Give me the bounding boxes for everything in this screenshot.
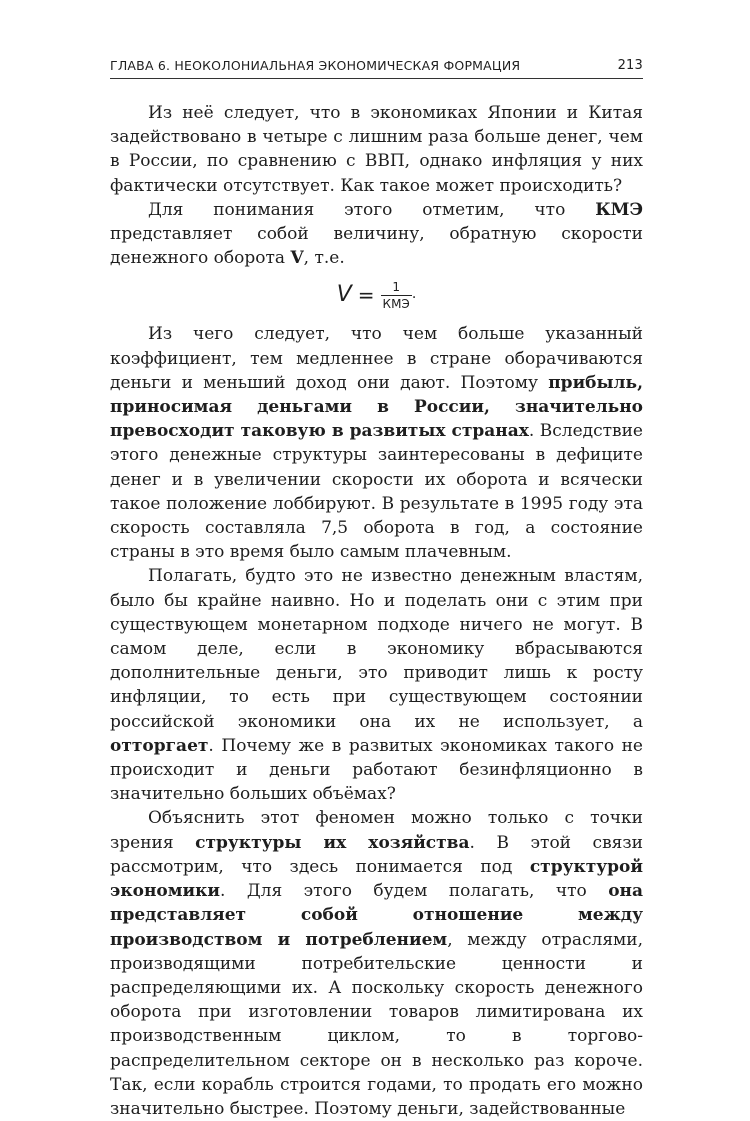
- formula-denominator: КМЭ: [382, 296, 410, 311]
- paragraph-5-text-b: . В этой связи рассмотрим, что здесь понимается под: [110, 832, 643, 877]
- formula-numerator: 1: [392, 279, 400, 294]
- chapter-title: ГЛАВА 6. НЕОКОЛОНИАЛЬНАЯ ЭКОНОМИЧЕСКАЯ ФОРМАЦИЯ: [110, 58, 521, 73]
- paragraph-1: [110, 101, 643, 198]
- paragraph-2: [110, 198, 643, 271]
- running-header: [110, 58, 643, 79]
- term-kme: КМЭ: [595, 199, 643, 220]
- paragraph-3-emphasis: прибыль, приносимая деньгами в России, значительно превосходит таковую в развитых странах: [110, 372, 643, 442]
- paragraph-2-text-b: представляет собой величину, обратную скорости денежного оборота: [110, 224, 643, 269]
- paragraph-1-text: Из неё следует, что в экономиках Японии и Китая задействовано в четыре с лишним раза больше денег, чем в России, по сравнению с ВВП, однако инфляция у них фактически отсутствует. Как такое может происходить?: [110, 103, 643, 196]
- paragraph-5-emphasis-2: структурой экономики: [110, 856, 643, 902]
- book-page: [110, 58, 643, 1121]
- paragraph-5: [110, 806, 643, 1121]
- formula-lhs: V: [336, 282, 352, 308]
- paragraph-3-text-a: Из чего следует, что чем больше указанный коэффициент, тем медленнее в стране оборачиваются деньги и меньший доход они дают. Поэтому: [110, 324, 643, 393]
- paragraph-4: [110, 564, 643, 806]
- paragraph-3-text-b: . Вследствие этого денежные структуры заинтересованы в дефиците денег и в увеличении скорости их оборота и всячески такое положение лоббируют. В результате в 1995 году эта скорость составляла 7,5 оборота в год, а состояние страны в это время было самым плачевным.: [110, 421, 643, 563]
- paragraph-5-emphasis-3: она представляет собой отношение между производством и потреблением: [110, 881, 643, 950]
- formula-v-equals-one-over-kme: [110, 270, 643, 320]
- paragraph-2-text-a: Для понимания этого отметим, что: [148, 199, 596, 220]
- paragraph-5-text-a: Объяснить этот феномен можно только с точки зрения: [110, 808, 643, 853]
- paragraph-3: [110, 322, 643, 564]
- term-v: V: [290, 248, 304, 269]
- fraction-bar: [381, 295, 412, 296]
- paragraph-4-text-a: Полагать, будто это не известно денежным властям, было бы крайне наивно. Но и поделать они с этим при существующем монетарном подходе ничего не могут. В самом деле, если в экономику вбрасываются дополнительные деньги, это приводит лишь к росту инфляции, то есть при существующем состоянии российской экономики она их не использует, а: [110, 566, 643, 732]
- paragraph-5-text-c: . Для этого будем полагать, что: [220, 881, 609, 902]
- paragraph-4-text-b: . Почему же в развитых экономиках такого не происходит и деньги работают безинфляционно в значительно больших объёмах?: [110, 735, 643, 805]
- paragraph-4-emphasis: отторгает: [110, 735, 209, 756]
- formula-equals-sign: =: [357, 283, 375, 308]
- formula-trailing-dot: .: [411, 286, 417, 303]
- body-text: [110, 101, 643, 1121]
- formula-fraction: [381, 280, 412, 311]
- page-number: 213: [617, 58, 643, 73]
- paragraph-5-text-d: , между отраслями, производящими потребительские ценности и распределяющими их. А поскольку скорость денежного оборота при изготовлении товаров лимитирована их производственным циклом, то в торгово-распределительном секторе он в несколько раз короче. Так, если корабль строится годами, то продать его можно значительно быстрее. Поэтому деньги, задействованные: [110, 929, 644, 1119]
- paragraph-5-emphasis-1: структуры их хозяйства: [195, 832, 470, 853]
- paragraph-2-text-c: , т.е.: [303, 248, 345, 269]
